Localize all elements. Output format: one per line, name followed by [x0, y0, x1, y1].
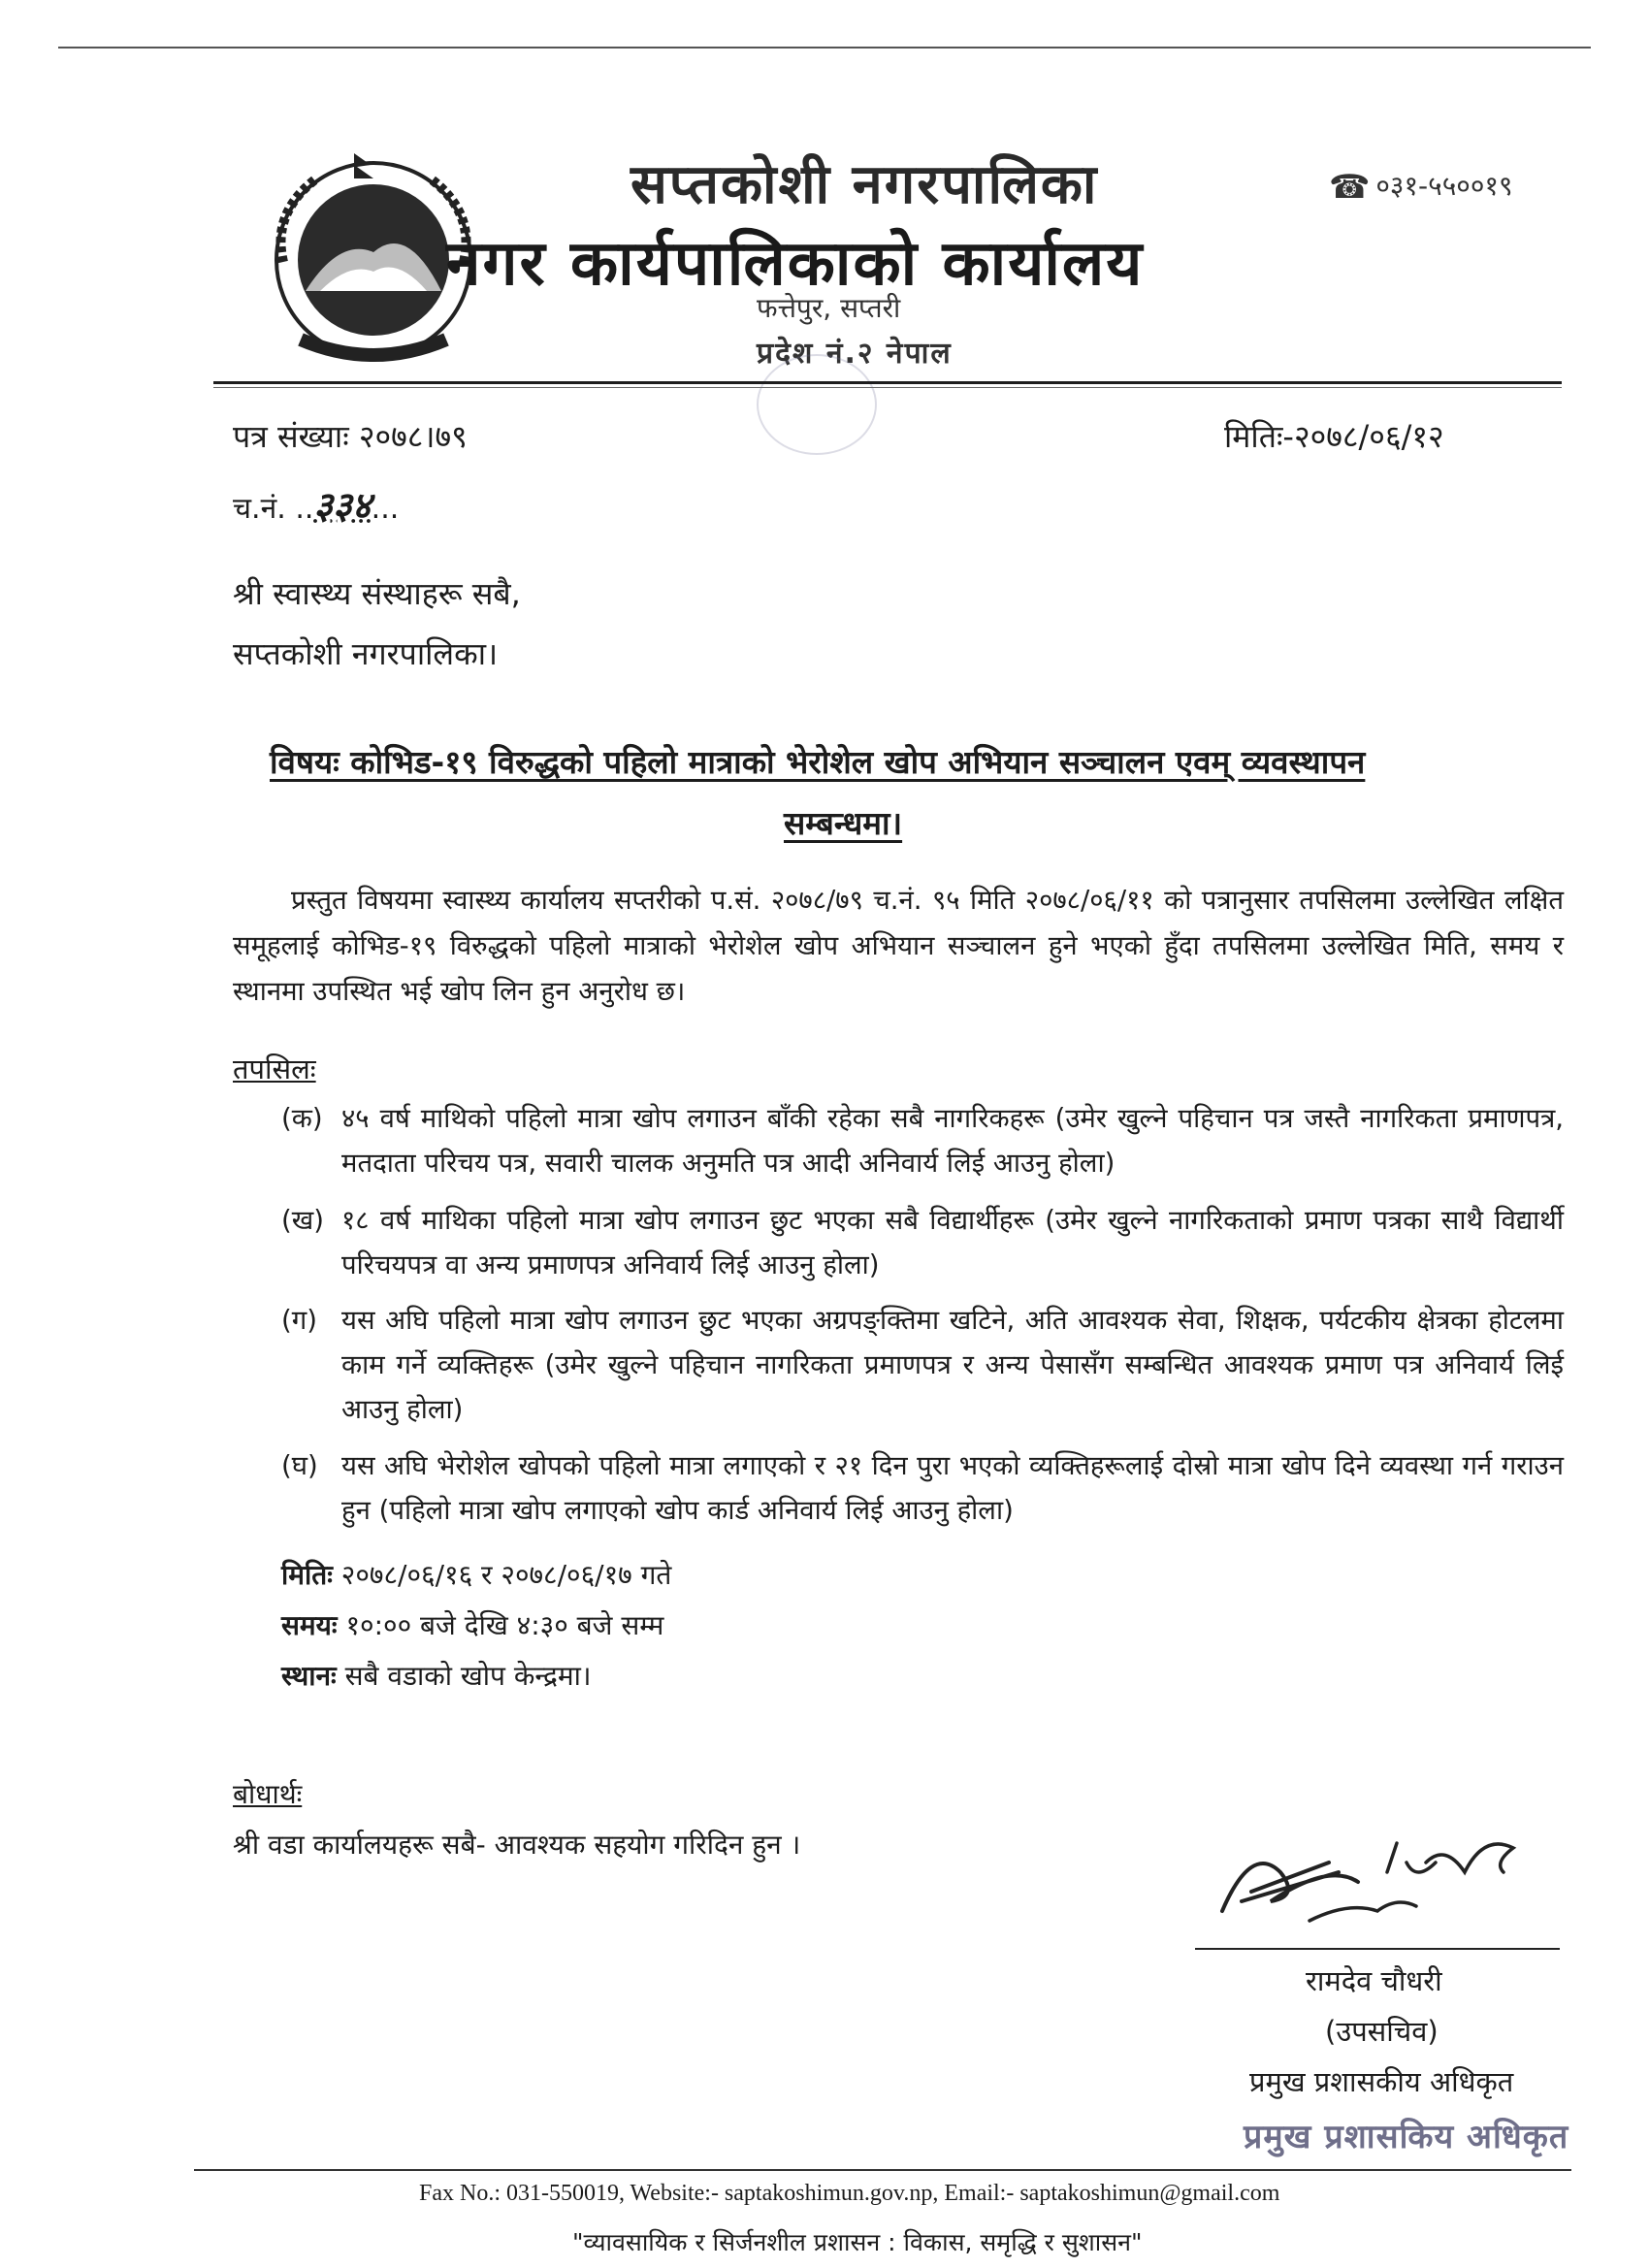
signatory-post: प्रमुख प्रशासकीय अधिकृत — [1249, 2065, 1514, 2098]
address-line-1: फत्तेपुर, सप्तरी — [757, 292, 901, 324]
cc-heading: बोधार्थः — [233, 1778, 303, 1810]
signatory-stamp: प्रमुख प्रशासकिय अधिकृत — [1244, 2118, 1569, 2156]
schedule-item — [281, 1096, 1564, 1185]
footer-rule — [194, 2169, 1571, 2171]
item-marker: (क) — [281, 1103, 323, 1134]
handwritten-signature — [1193, 1804, 1542, 1950]
dispatch-label: च.नं. — [233, 492, 286, 526]
office-stamp-faint — [757, 354, 877, 455]
body-paragraph: प्रस्तुत विषयमा स्वास्थ्य कार्यालय सप्तरीको प.सं. २०७८/७९ च.नं. ९५ मिति २०७८/०६/११ को पत्रानुसार तपसिलमा उल्लेखित लक्षित समूहलाई कोभिड-१९ विरुद्धको पहिलो मात्राको भेरोशेल खोप अभियान सञ्चालन हुने भएको हुँदा तपसिलमा उल्लेखित मिति, समय र स्थानमा उपस्थित भई खोप लिन हुन अनुरोध छ। — [233, 885, 1564, 1007]
schedule-item — [281, 1443, 1564, 1533]
schedule-heading: तपसिलः — [233, 1053, 316, 1085]
footer-motto: "व्यावसायिक र सिर्जनशील प्रशासन : विकास, समृद्धि र सुशासन" — [572, 2228, 1143, 2256]
event-date-label: मितिः — [281, 1559, 333, 1591]
signatory-title: (उपसचिव) — [1325, 2015, 1439, 2048]
address-line-2: प्रदेश नं.२ नेपाल — [757, 337, 953, 371]
event-date-value: २०७८/०६/१६ र २०७८/०६/१७ गते — [340, 1559, 672, 1591]
item-marker: (ग) — [281, 1305, 317, 1336]
reference-number: पत्र संख्याः २०७८।७९ — [233, 418, 468, 455]
item-text: १८ वर्ष माथिका पहिलो मात्रा खोप लगाउन छुट भएका सबै विद्यार्थीहरू (उमेर खुल्ने नागरिकताको प्रमाण पत्रका साथै विद्यार्थी परिचयपत्र वा अन्य प्रमाणपत्र अनिवार्य लिई आउनु होला) — [341, 1205, 1564, 1280]
subject-line-1: विषयः कोभिड-१९ विरुद्धको पहिलो मात्राको भेरोशेल खोप अभियान सञ्चालन एवम् व्यवस्थापन — [270, 743, 1366, 781]
item-marker: (घ) — [281, 1450, 318, 1481]
signatory-name: रामदेव चौधरी — [1306, 1964, 1442, 1997]
header-rule-thin — [213, 387, 1562, 388]
phone-icon: ☎ — [1329, 168, 1371, 207]
phone — [1329, 167, 1513, 207]
event-time-value: १०:०० बजे देखि ४:३० बजे सम्म — [345, 1609, 664, 1641]
recipient-line-1: श्री स्वास्थ्य संस्थाहरू सबै, — [233, 575, 521, 612]
event-date — [281, 1556, 671, 1593]
event-place — [281, 1657, 591, 1694]
subject-line-2: सम्बन्धमा। — [784, 804, 903, 842]
dispatch-handwritten: ३३४ — [313, 484, 372, 527]
schedule-item — [281, 1198, 1564, 1287]
event-time-label: समयः — [281, 1609, 338, 1641]
dispatch-number: च.नं. ..३३४... — [233, 484, 400, 527]
signature-line — [1195, 1948, 1560, 1950]
top-border — [58, 47, 1591, 49]
item-text: यस अघि भेरोशेल खोपको पहिलो मात्रा लगाएको र २१ दिन पुरा भएको व्यक्तिहरूलाई दोस्रो मात्रा खोप दिने व्यवस्था गर्न गराउन हुन (पहिलो मात्रा खोप लगाएको खोप कार्ड अनिवार्य लिई आउनु होला) — [341, 1450, 1564, 1526]
event-place-label: स्थानः — [281, 1660, 337, 1692]
schedule-item — [281, 1298, 1564, 1432]
letter-date: मितिः-२०७८/०६/१२ — [1224, 418, 1444, 455]
office-name: नगर कार्यपालिकाको कार्यालय — [446, 228, 1145, 300]
item-marker: (ख) — [281, 1205, 324, 1236]
event-place-value: सबै वडाको खोप केन्द्रमा। — [344, 1660, 592, 1692]
footer-contact: Fax No.: 031-550019, Website:- saptakoshimun.gov.np, Email:- saptakoshimun@gmail.com — [419, 2181, 1280, 2206]
cc-line: श्री वडा कार्यालयहरू सबै- आवश्यक सहयोग गरिदिन हुन । — [233, 1829, 801, 1861]
recipient-line-2: सप्तकोशी नगरपालिका। — [233, 635, 499, 672]
header-rule — [213, 381, 1562, 384]
phone-number: ०३१-५५००१९ — [1375, 170, 1513, 202]
item-text: ४५ वर्ष माथिको पहिलो मात्रा खोप लगाउन बाँकी रहेका सबै नागरिकहरू (उमेर खुल्ने पहिचान पत्र जस्तै नागरिकता प्रमाणपत्र, मतदाता परिचय पत्र, सवारी चालक अनुमति पत्र आदी अनिवार्य लिई आउनु होला) — [341, 1103, 1564, 1179]
item-text: यस अघि पहिलो मात्रा खोप लगाउन छुट भएका अग्रपङ्क्तिमा खटिने, अति आवश्यक सेवा, शिक्षक, पर्यटकीय क्षेत्रका होटलमा काम गर्ने व्यक्तिहरू (उमेर खुल्ने पहिचान नागरिकता प्रमाणपत्र र अन्य पेसासँग सम्बन्धित आवश्यक प्रमाण पत्र अनिवार्य लिई आउनु होला) — [341, 1305, 1564, 1425]
org-name: सप्तकोशी नगरपालिका — [630, 153, 1099, 216]
event-time — [281, 1606, 663, 1643]
